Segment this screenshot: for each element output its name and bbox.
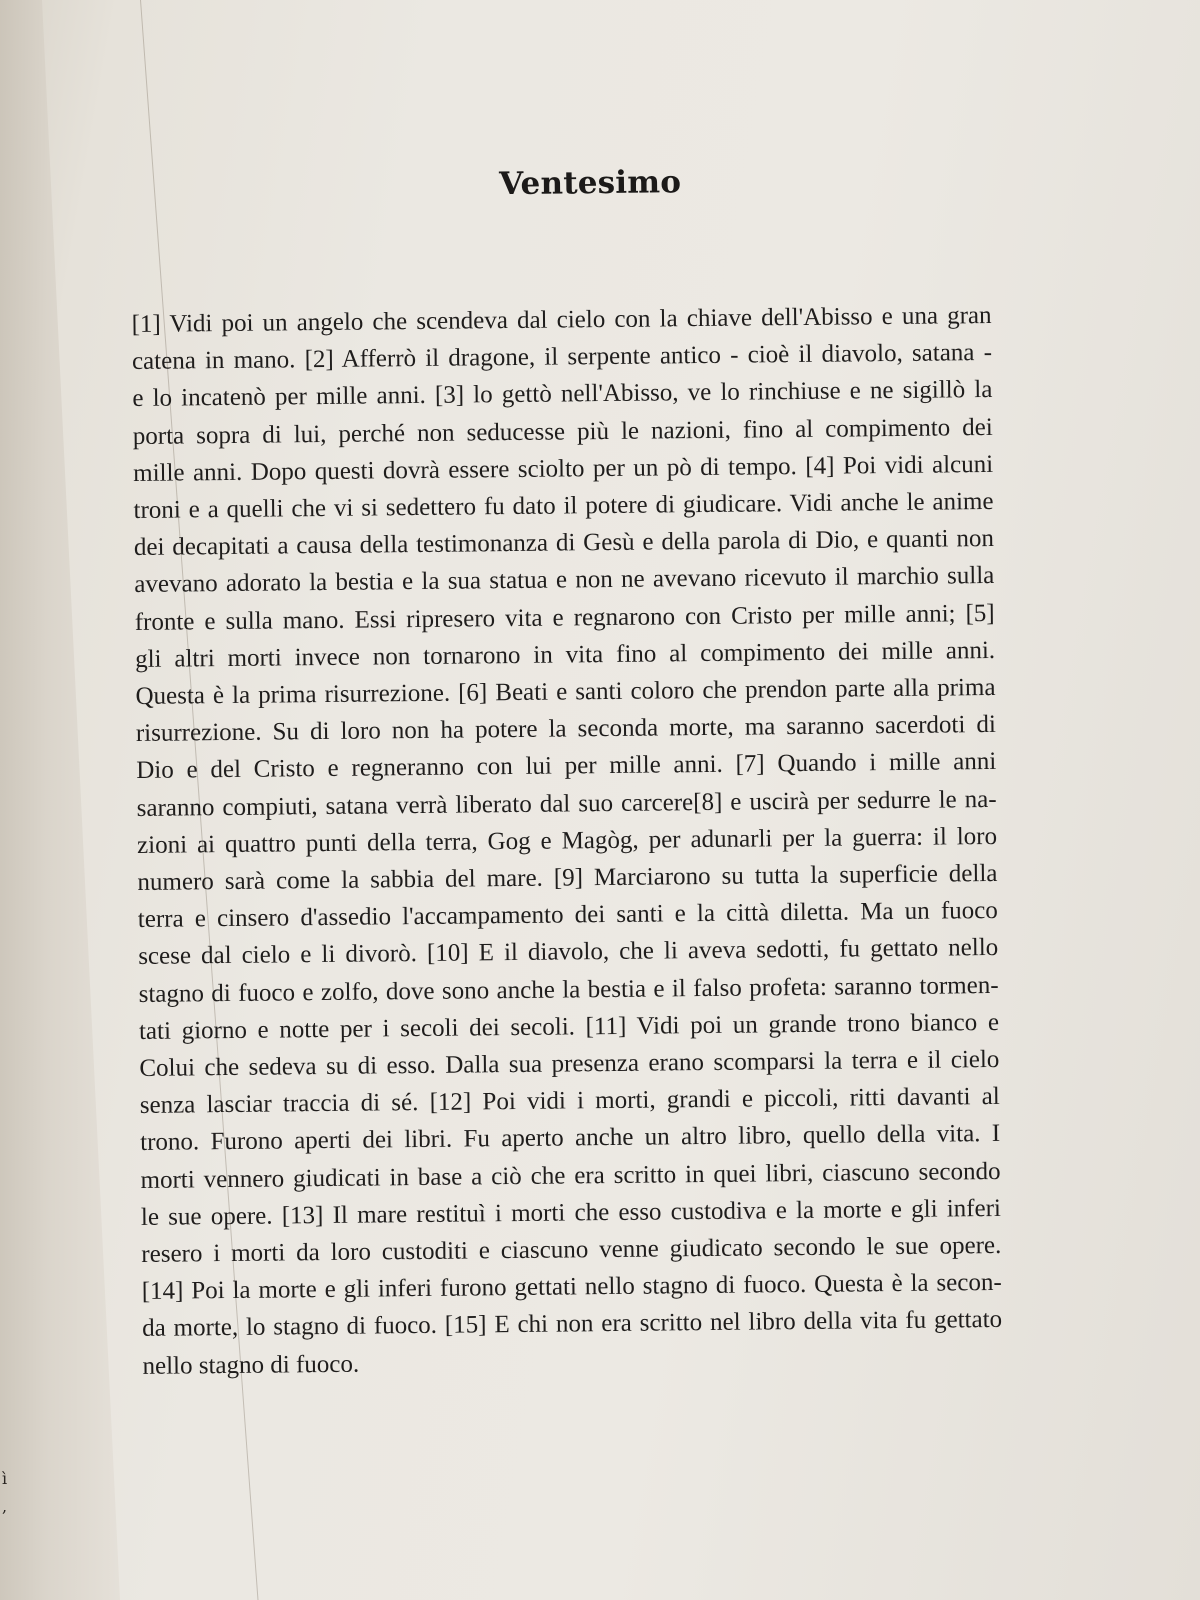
text-line: trono. Furono aperti dei libri. Fu aperto anche un altro libro, quello della vita. I xyxy=(140,1120,1001,1157)
text-line: senza lasciar traccia di sé. [12] Poi vidi i morti, grandi e piccoli, ritti davanti al xyxy=(139,1083,1000,1120)
text-line: troni e a quelli che vi si sedettero fu dato il potere di giudicare. Vidi anche le anime xyxy=(133,487,994,524)
text-line: [1] Vidi poi un angelo che scendeva dal cielo con la chiave dell'Abisso e una gran xyxy=(131,301,992,338)
text-line: dei decapitati a causa della testimonanza di Gesù e della parola di Dio, e quanti non xyxy=(133,525,995,562)
text-line: e lo incatenò per mille anni. [3] lo gettò nell'Abisso, ve lo rinchiuse e ne sigillò la xyxy=(132,376,993,413)
page-content xyxy=(130,161,1003,1385)
chapter-body xyxy=(131,297,1002,1385)
text-line: nello stagno di fuoco. xyxy=(142,1350,360,1380)
chapter-title: Ventesimo xyxy=(498,164,682,203)
text-line: scese dal cielo e li divorò. [10] E il diavolo, che li aveva sedotti, fu gettato nello xyxy=(138,934,999,971)
text-line: mille anni. Dopo questi dovrà essere sciolto per un pò di tempo. [4] Poi vidi alcuni xyxy=(133,450,994,487)
text-line: avevano adorato la bestia e la sua statua e non ne avevano ricevuto il marchio sulla xyxy=(134,562,995,599)
text-line: saranno compiuti, satana verrà liberato dal suo carcere[8] e uscirà per sedurre le na- xyxy=(136,785,997,822)
text-line: resero i morti da loro custoditi e ciascuno venne giudicato secondo le sue opere. xyxy=(141,1232,1002,1269)
text-line: le sue opere. [13] Il mare restituì i morti che esso custodiva e la morte e gli inferi xyxy=(140,1194,1002,1231)
text-line: Colui che sedeva su di esso. Dalla sua presenza erano scomparsi la terra e il cielo xyxy=(139,1046,1000,1083)
text-line: porta sopra di lui, perché non seducesse più le nazioni, fino al compimento dei xyxy=(132,413,993,450)
facing-page-fragment: ì , xyxy=(2,1469,8,1516)
text-line: tati giorno e notte per i secoli dei secoli. [11] Vidi poi un grande trono bianco e xyxy=(138,1008,1000,1045)
text-line: gli altri morti invece non tornarono in vita fino al compimento dei mille anni. xyxy=(134,636,996,673)
text-line: terra e cinsero d'assedio l'accampamento dei santi e la città diletta. Ma un fuoco xyxy=(137,897,998,934)
text-line: numero sarà come la sabbia del mare. [9] Marciarono su tutta la superficie della xyxy=(137,860,998,897)
text-line: Dio e del Cristo e regneranno con lui per mille anni. [7] Quando i mille anni xyxy=(136,748,997,785)
text-line: [14] Poi la morte e gli inferi furono gettati nello stagno di fuoco. Questa è la secon- xyxy=(141,1269,1002,1306)
text-line: da morte, lo stagno di fuoco. [15] E chi non era scritto nel libro della vita fu gettato xyxy=(141,1306,1003,1343)
text-line: zioni ai quattro punti della terra, Gog e Magòg, per adunarli per la guerra: il loro xyxy=(136,822,998,859)
text-line: morti vennero giudicati in base a ciò che era scritto in quei libri, ciascuno secondo xyxy=(140,1157,1001,1194)
text-line: stagno di fuoco e zolfo, dove sono anche la bestia e il falso profeta: saranno tormen- xyxy=(138,971,999,1008)
text-line: fronte e sulla mano. Essi ripresero vita e regnarono con Cristo per mille anni; [5] xyxy=(134,599,995,636)
text-line: Questa è la prima risurrezione. [6] Beati e santi coloro che prendon parte alla prima xyxy=(135,673,996,711)
text-line: catena in mano. [2] Afferrò il dragone, il serpente antico - cioè il diavolo, satana - xyxy=(131,339,993,376)
text-line: risurrezione. Su di loro non ha potere la seconda morte, ma saranno sacerdoti di xyxy=(135,711,996,748)
